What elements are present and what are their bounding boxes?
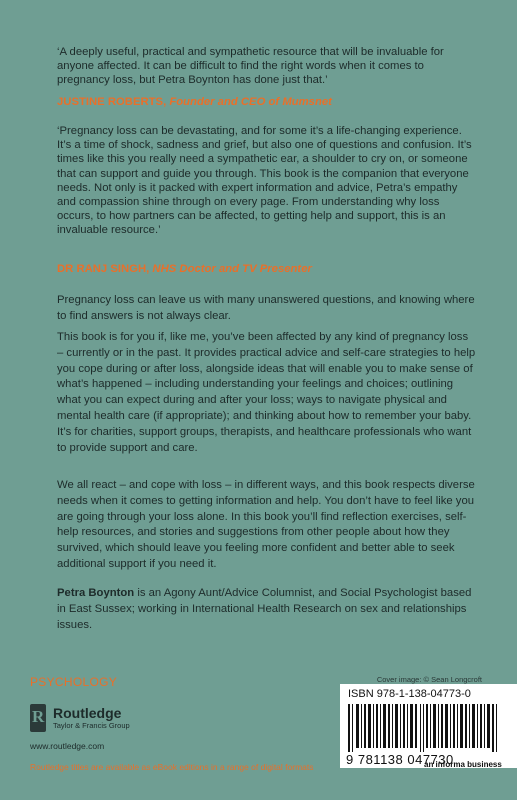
barcode-number: 9 781138 047730 (346, 752, 454, 767)
publisher-group: Taylor & Francis Group (53, 721, 130, 730)
approach-paragraph: We all react – and cope with loss – in different ways, and this book respects diverse needs when it comes to getting information and help. You don’t have to feel like you are going through your loss alone. In this book you’ll find reflection exercises, self-help resources, and stories and suggestions from other people about how they survived, which should leave you feeling more confident and better able to seek additional support if you need it. (57, 479, 475, 570)
description-paragraph: This book is for you if, like me, you’ve been affected by any kind of pregnancy loss – currently or in the past. It provides practical advice and self-care strategies to help you cope during or after loss, alongside ideas that will enable you to make sense of what’s happened – including understanding your feelings and choices; outlining what you can expect during and after your loss; ways to navigate physical and mental health care (if appropriate); and thinking about how to remember your baby. It’s for charities, support groups, therapists, and healthcare professionals who want to provide support and care. (57, 331, 476, 454)
publisher-logo (30, 703, 130, 733)
publisher-url[interactable]: www.routledge.com (30, 741, 105, 751)
barcode-panel (340, 684, 517, 768)
quote-2-author: DR RANJ SINGH, (57, 263, 150, 275)
author-bio (57, 586, 477, 633)
category-label: PSYCHOLOGY (30, 675, 118, 689)
informa-text: an informa business (424, 760, 502, 769)
publisher-name: Routledge (53, 705, 122, 721)
quote-2-attribution (57, 263, 312, 275)
quote-1-text: ‘A deeply useful, practical and sympathetic resource that will be invaluable for anyone affected. It can be difficult to find the right words when it comes to pregnancy loss, but Petra Boynton has done just that.’ (57, 46, 444, 87)
intro-paragraph: Pregnancy loss can leave us with many unanswered questions, and knowing where to find answers is not always clear. (57, 294, 475, 322)
quote-1-role: Founder and CEO of Mumsnet (169, 96, 332, 108)
quote-2-text: ‘Pregnancy loss can be devastating, and for some it’s a life-changing experience. It’s a time of shock, sadness and grief, but also one of questions and confusion. It’s times like this you really need a sympathetic ear, a shoulder to cry on, or someone that can support and guide you through. This book is the companion that everyone needs. Not only is it packed with expert information and advice, Petra’s empathy and compassion shine through on every page. From understanding why loss occurs, to how partners can be affected, to getting help and support, this is an invaluable resource.’ (57, 125, 472, 237)
barcode-icon (348, 704, 508, 752)
isbn-label: ISBN 978-1-138-04773-0 (348, 688, 471, 700)
ebook-note: Routledge titles are available as eBook editions in a range of digital formats (30, 762, 314, 772)
quote-1-attribution (57, 96, 332, 108)
routledge-logo-icon (30, 704, 46, 732)
author-bio-text: is an Agony Aunt/Advice Columnist, and Social Psychologist based in East Sussex; working in International Health Research on sex and relationships issues. (57, 587, 472, 631)
cover-credit: Cover image: © Sean Longcroft (376, 675, 482, 684)
quote-2-role: NHS Doctor and TV Presenter (152, 263, 312, 275)
author-name: Petra Boynton (57, 587, 135, 599)
quote-1-author: JUSTINE ROBERTS, (57, 96, 167, 108)
